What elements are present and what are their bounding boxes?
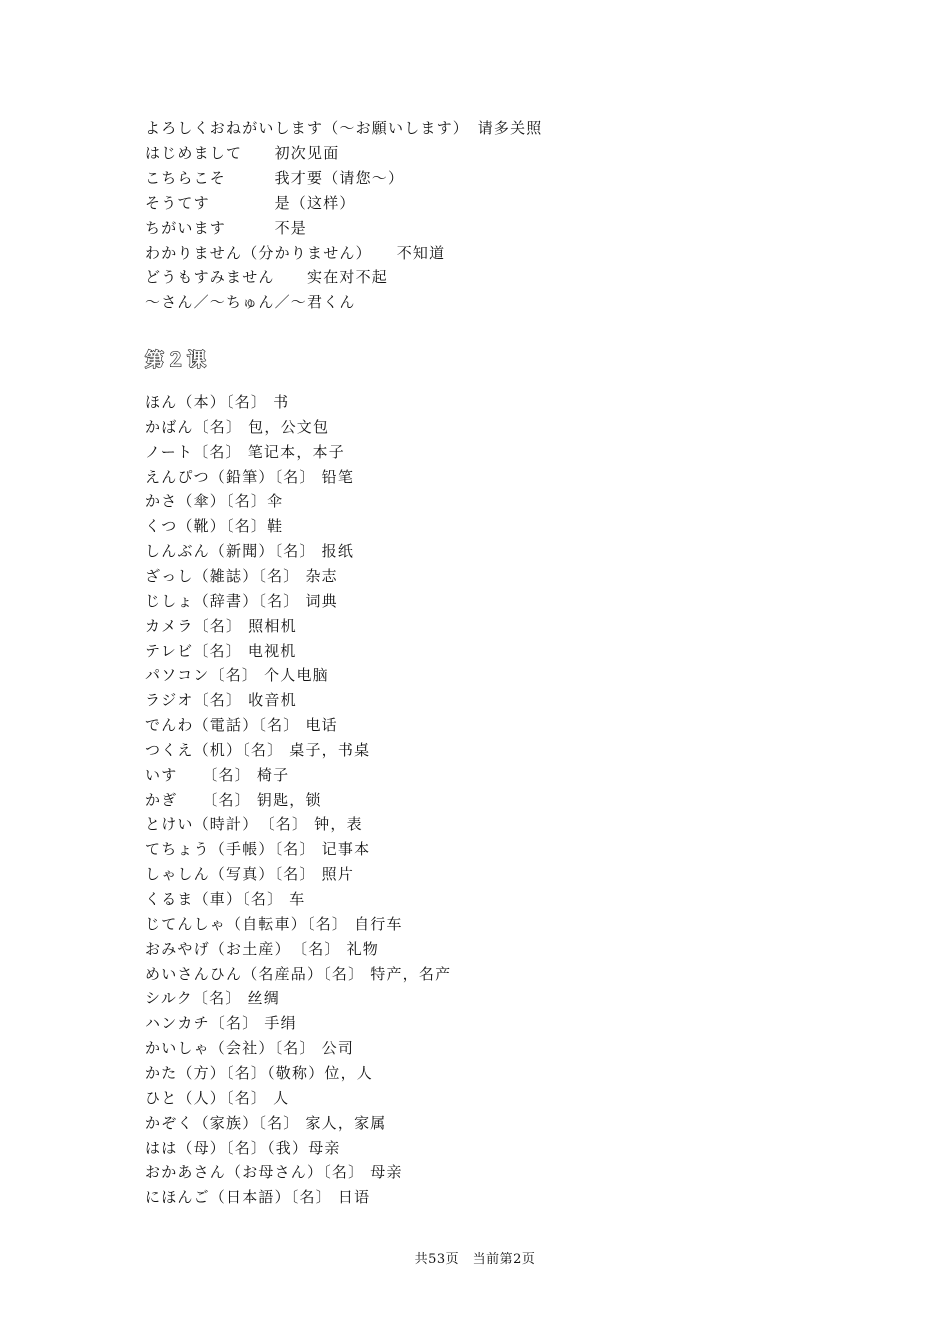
vocabulary-line: ざっし（雑誌）〔名〕 杂志 bbox=[145, 566, 338, 585]
vocabulary-line: ひと（人）〔名〕 人 bbox=[145, 1088, 290, 1107]
vocabulary-line: じてんしゃ（自転車）〔名〕 自行车 bbox=[145, 914, 403, 933]
vocabulary-line: いす 〔名〕 椅子 bbox=[145, 765, 290, 784]
vocabulary-line: シルク〔名〕 丝绸 bbox=[145, 989, 280, 1008]
vocabulary-line: かばん〔名〕 包，公文包 bbox=[145, 417, 330, 436]
vocabulary-line: パソコン〔名〕 个人电脑 bbox=[145, 666, 329, 685]
vocabulary-line: かぞく（家族）〔名〕 家人，家属 bbox=[145, 1113, 387, 1132]
vocabulary-line: ハンカチ〔名〕 手绢 bbox=[145, 1014, 297, 1033]
vocabulary-line: にほんご（日本語）〔名〕 日语 bbox=[145, 1188, 371, 1207]
vocabulary-line: しんぶん（新聞）〔名〕 报纸 bbox=[145, 542, 355, 561]
phrase-line: ちがいます 不是 bbox=[145, 218, 308, 237]
vocabulary-line: ノート〔名〕 笔记本，本子 bbox=[145, 442, 345, 461]
vocabulary-line: はは（母）〔名〕（我）母亲 bbox=[145, 1138, 341, 1157]
vocabulary-line: かさ（傘）〔名〕伞 bbox=[145, 492, 284, 511]
vocabulary-line: とけい（時計） 〔名〕 钟，表 bbox=[145, 815, 363, 834]
phrase-line: はじめまして 初次见面 bbox=[145, 143, 340, 162]
phrase-line: こちらこそ 我才要（请您～） bbox=[145, 168, 405, 187]
vocabulary-line: しゃしん（写真）〔名〕 照片 bbox=[145, 865, 355, 884]
vocabulary-line: えんぴつ（鉛筆）〔名〕 铅笔 bbox=[145, 467, 355, 486]
vocabulary-line: かた（方）〔名〕（敬称）位，人 bbox=[145, 1063, 374, 1082]
vocabulary-line: おかあさん（お母さん）〔名〕 母亲 bbox=[145, 1163, 403, 1182]
phrase-line: よろしくおねがいします（～お願いします） 请多关照 bbox=[145, 119, 543, 137]
vocabulary-line: カメラ〔名〕 照相机 bbox=[145, 616, 297, 635]
vocabulary-line: てちょう（手帳）〔名〕 记事本 bbox=[145, 840, 371, 859]
vocabulary-line: ほん（本）〔名〕 书 bbox=[145, 393, 290, 411]
vocabulary-line: かぎ 〔名〕 钥匙，锁 bbox=[145, 790, 322, 809]
vocabulary-line: でんわ（電話）〔名〕 电话 bbox=[145, 716, 338, 735]
vocabulary-line: つくえ（机）〔名〕 桌子，书桌 bbox=[145, 740, 371, 759]
vocabulary-line: くつ（靴）〔名〕鞋 bbox=[145, 517, 284, 536]
vocabulary-line: テレビ〔名〕 电视机 bbox=[145, 641, 297, 660]
page-footer: 共53页 当前第2页 bbox=[414, 1252, 536, 1267]
phrase-line: ～さん／～ちゅん／～君くん bbox=[145, 293, 356, 312]
vocabulary-line: くるま（車）〔名〕 车 bbox=[145, 890, 306, 908]
vocabulary-line: じしょ（辞書）〔名〕 词典 bbox=[145, 591, 338, 610]
phrase-line: わかりません（分かりません） 不知道 bbox=[145, 243, 446, 262]
phrase-line: そうてす 是（这样） bbox=[145, 193, 356, 212]
vocabulary-line: かいしゃ（会社）〔名〕 公司 bbox=[145, 1039, 355, 1058]
vocabulary-line: めいさんひん（名産品）〔名〕 特产，名产 bbox=[145, 964, 452, 983]
lesson-heading: 第２课 bbox=[145, 349, 209, 371]
vocabulary-line: ラジオ〔名〕 收音机 bbox=[145, 691, 297, 710]
phrase-line: どうもすみません 实在对不起 bbox=[145, 268, 389, 287]
vocabulary-line: おみやげ（お土産） 〔名〕 礼物 bbox=[145, 939, 379, 958]
